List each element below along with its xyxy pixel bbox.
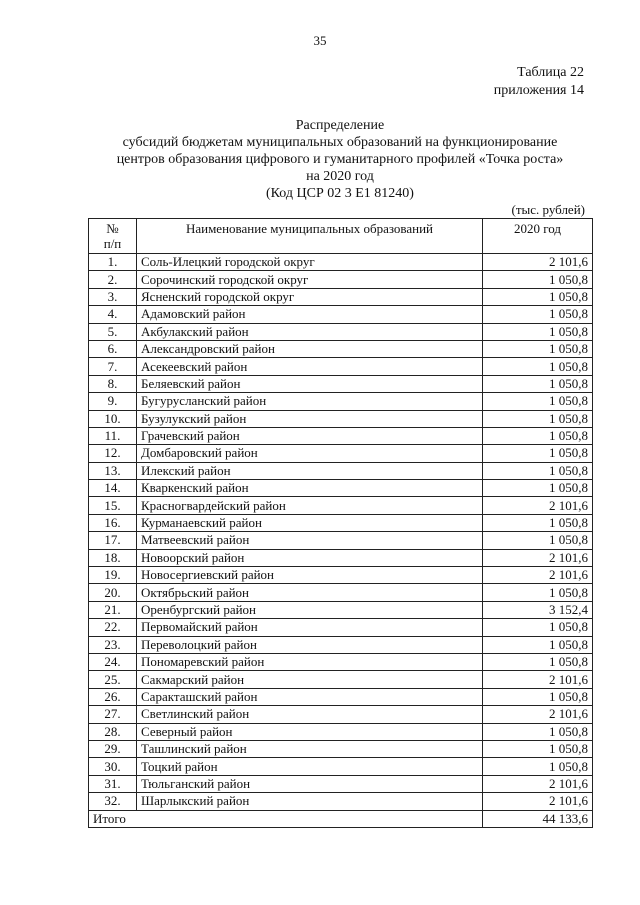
table-row — [89, 584, 593, 601]
row-number: 7. — [89, 358, 137, 375]
row-number: 24. — [89, 653, 137, 670]
table-row — [89, 271, 593, 288]
row-value: 1 050,8 — [483, 636, 593, 653]
row-value: 1 050,8 — [483, 410, 593, 427]
row-name: Сорочинский городской округ — [137, 271, 483, 288]
row-name: Светлинский район — [137, 706, 483, 723]
row-value: 1 050,8 — [483, 480, 593, 497]
row-name: Красногвардейский район — [137, 497, 483, 514]
table-row — [89, 445, 593, 462]
row-value: 1 050,8 — [483, 653, 593, 670]
row-value: 2 101,6 — [483, 497, 593, 514]
row-name: Ясненский городской округ — [137, 288, 483, 305]
row-value: 1 050,8 — [483, 688, 593, 705]
header-number-line1: № — [106, 221, 119, 236]
row-name: Тоцкий район — [137, 758, 483, 775]
table-row — [89, 375, 593, 392]
row-name: Илекский район — [137, 462, 483, 479]
row-value: 1 050,8 — [483, 323, 593, 340]
row-value: 1 050,8 — [483, 375, 593, 392]
table-row — [89, 393, 593, 410]
row-value: 1 050,8 — [483, 445, 593, 462]
table-row — [89, 497, 593, 514]
table-row — [89, 793, 593, 810]
row-value: 2 101,6 — [483, 254, 593, 271]
header-year: 2020 год — [483, 219, 593, 254]
row-name: Северный район — [137, 723, 483, 740]
row-name: Асекеевский район — [137, 358, 483, 375]
row-value: 1 050,8 — [483, 393, 593, 410]
row-number: 10. — [89, 410, 137, 427]
total-value: 44 133,6 — [483, 810, 593, 827]
header-number-line2: п/п — [103, 236, 122, 251]
row-name: Ташлинский район — [137, 740, 483, 757]
row-number: 11. — [89, 427, 137, 444]
table-header-row — [89, 219, 593, 254]
row-value: 2 101,6 — [483, 567, 593, 584]
row-value: 1 050,8 — [483, 532, 593, 549]
row-value: 2 101,6 — [483, 706, 593, 723]
table-reference — [494, 64, 584, 100]
row-name: Матвеевский район — [137, 532, 483, 549]
row-number: 4. — [89, 306, 137, 323]
row-value: 1 050,8 — [483, 619, 593, 636]
table-row — [89, 567, 593, 584]
row-number: 9. — [89, 393, 137, 410]
table-row — [89, 532, 593, 549]
table-row — [89, 462, 593, 479]
row-number: 15. — [89, 497, 137, 514]
row-number: 16. — [89, 514, 137, 531]
subsidy-table — [88, 218, 593, 828]
row-value: 3 152,4 — [483, 601, 593, 618]
row-number: 13. — [89, 462, 137, 479]
row-number: 30. — [89, 758, 137, 775]
table-row — [89, 514, 593, 531]
row-value: 1 050,8 — [483, 427, 593, 444]
row-name: Первомайский район — [137, 619, 483, 636]
row-name: Новосергиевский район — [137, 567, 483, 584]
table-row — [89, 549, 593, 566]
row-value: 2 101,6 — [483, 775, 593, 792]
table-row — [89, 636, 593, 653]
row-number: 21. — [89, 601, 137, 618]
table-row — [89, 740, 593, 757]
heading-code: (Код ЦСР 02 3 E1 81240) — [266, 186, 414, 201]
row-value: 1 050,8 — [483, 758, 593, 775]
header-name: Наименование муниципальных образований — [137, 219, 483, 254]
row-number: 27. — [89, 706, 137, 723]
row-number: 1. — [89, 254, 137, 271]
row-name: Шарлыкский район — [137, 793, 483, 810]
row-number: 28. — [89, 723, 137, 740]
row-value: 1 050,8 — [483, 584, 593, 601]
table-row — [89, 306, 593, 323]
row-value: 1 050,8 — [483, 340, 593, 357]
table-row — [89, 775, 593, 792]
row-value: 1 050,8 — [483, 271, 593, 288]
row-number: 3. — [89, 288, 137, 305]
row-name: Кваркенский район — [137, 480, 483, 497]
row-number: 14. — [89, 480, 137, 497]
row-name: Курманаевский район — [137, 514, 483, 531]
row-value: 1 050,8 — [483, 306, 593, 323]
row-number: 25. — [89, 671, 137, 688]
table-row — [89, 288, 593, 305]
header-number — [89, 219, 137, 254]
row-number: 29. — [89, 740, 137, 757]
row-value: 1 050,8 — [483, 462, 593, 479]
row-number: 32. — [89, 793, 137, 810]
row-name: Оренбургский район — [137, 601, 483, 618]
table-reference-line1: Таблица 22 — [517, 65, 584, 80]
page-number: 35 — [313, 33, 327, 48]
row-name: Октябрьский район — [137, 584, 483, 601]
heading-year: на 2020 год — [306, 169, 374, 184]
table-row — [89, 671, 593, 688]
table-row — [89, 653, 593, 670]
row-number: 12. — [89, 445, 137, 462]
row-name: Соль-Илецкий городской округ — [137, 254, 483, 271]
row-value: 1 050,8 — [483, 358, 593, 375]
row-number: 31. — [89, 775, 137, 792]
row-name: Адамовский район — [137, 306, 483, 323]
table-row — [89, 323, 593, 340]
row-name: Пономаревский район — [137, 653, 483, 670]
row-value: 1 050,8 — [483, 740, 593, 757]
row-name: Акбулакский район — [137, 323, 483, 340]
total-label: Итого — [89, 810, 483, 827]
table-row — [89, 601, 593, 618]
row-number: 22. — [89, 619, 137, 636]
table-row — [89, 427, 593, 444]
row-number: 5. — [89, 323, 137, 340]
units-label: (тыс. рублей) — [511, 202, 585, 217]
table-body — [89, 254, 593, 811]
row-name: Бузулукский район — [137, 410, 483, 427]
table-row — [89, 723, 593, 740]
table-row — [89, 358, 593, 375]
table-row — [89, 410, 593, 427]
row-number: 8. — [89, 375, 137, 392]
row-name: Бугурусланский район — [137, 393, 483, 410]
row-value: 1 050,8 — [483, 723, 593, 740]
row-number: 6. — [89, 340, 137, 357]
heading-line2: субсидий бюджетам муниципальных образований на функционирование — [122, 135, 558, 150]
row-value: 2 101,6 — [483, 671, 593, 688]
table-row — [89, 480, 593, 497]
row-name: Переволоцкий район — [137, 636, 483, 653]
row-number: 23. — [89, 636, 137, 653]
heading-title: Распределение — [295, 118, 385, 133]
table-row — [89, 254, 593, 271]
table-row — [89, 340, 593, 357]
document-heading — [80, 117, 600, 202]
row-value: 2 101,6 — [483, 549, 593, 566]
table-row — [89, 706, 593, 723]
row-value: 1 050,8 — [483, 514, 593, 531]
heading-line3: центров образования цифрового и гуманитарного профилей «Точка роста» — [116, 152, 564, 167]
row-value: 2 101,6 — [483, 793, 593, 810]
table-row — [89, 688, 593, 705]
table-reference-line2: приложения 14 — [493, 83, 584, 98]
row-name: Тюльганский район — [137, 775, 483, 792]
row-number: 18. — [89, 549, 137, 566]
row-number: 17. — [89, 532, 137, 549]
row-number: 26. — [89, 688, 137, 705]
row-number: 19. — [89, 567, 137, 584]
table-row — [89, 758, 593, 775]
row-number: 20. — [89, 584, 137, 601]
row-name: Александровский район — [137, 340, 483, 357]
total-row — [89, 810, 593, 827]
table-row — [89, 619, 593, 636]
row-value: 1 050,8 — [483, 288, 593, 305]
row-name: Домбаровский район — [137, 445, 483, 462]
row-name: Сакмарский район — [137, 671, 483, 688]
row-name: Саракташский район — [137, 688, 483, 705]
row-number: 2. — [89, 271, 137, 288]
row-name: Грачевский район — [137, 427, 483, 444]
row-name: Новоорский район — [137, 549, 483, 566]
row-name: Беляевский район — [137, 375, 483, 392]
